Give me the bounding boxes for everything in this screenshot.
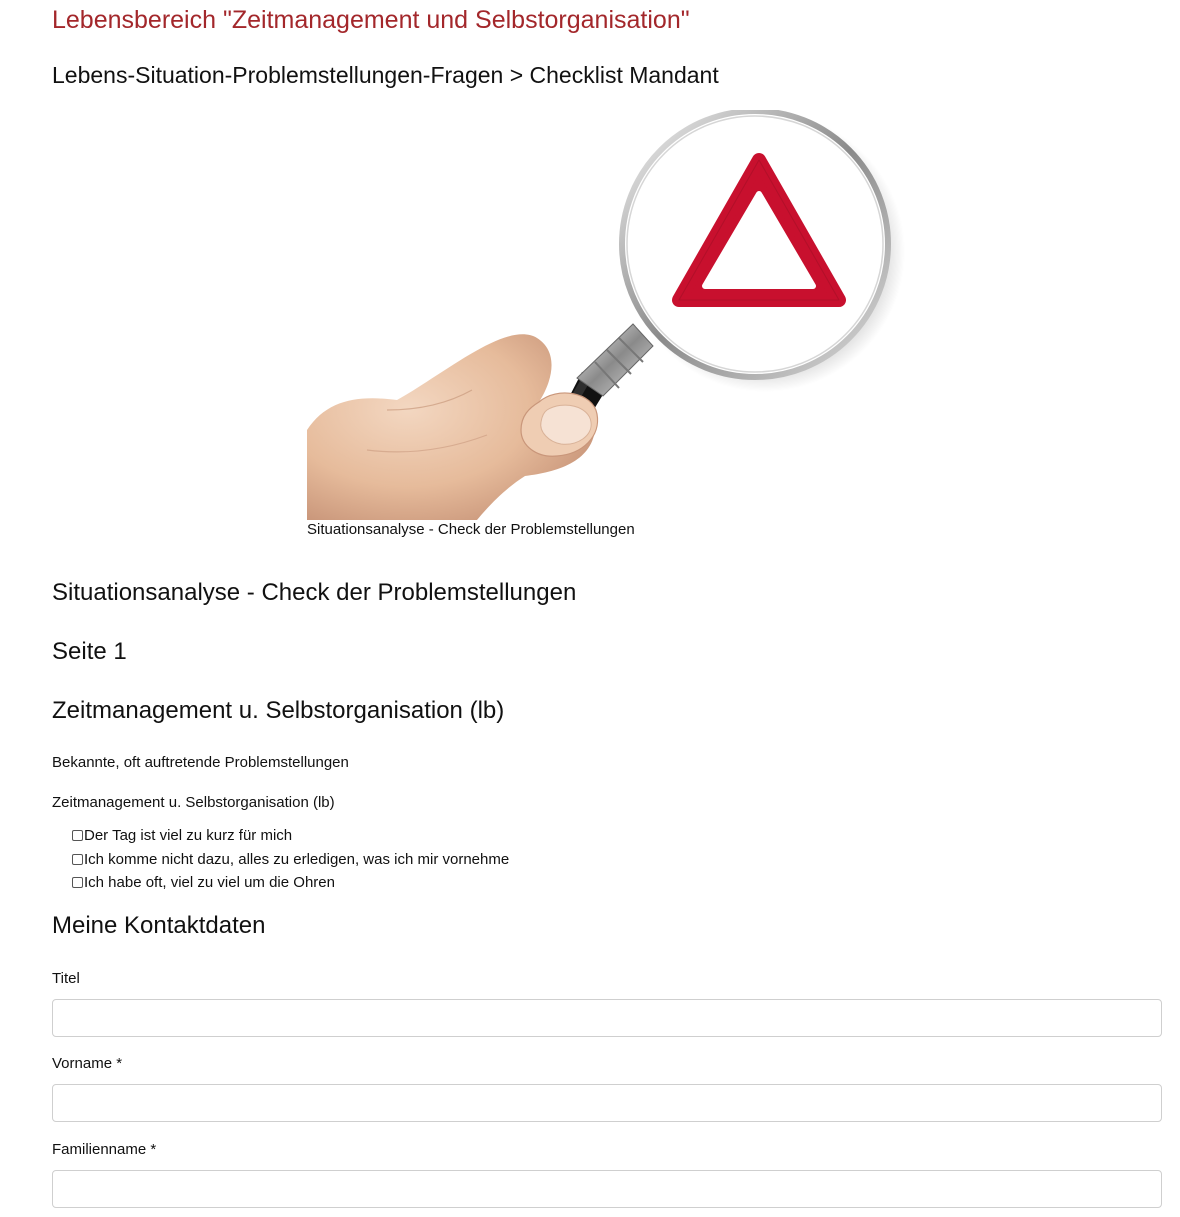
first-name-field[interactable]: [52, 1084, 1162, 1122]
checklist-item[interactable]: [72, 824, 509, 848]
title-field-label: Titel: [52, 970, 80, 987]
form-heading: Situationsanalyse - Check der Problemstellungen: [52, 579, 577, 606]
figure: [307, 110, 907, 520]
checklist-item[interactable]: [72, 871, 509, 895]
checklist-item[interactable]: [72, 848, 509, 872]
last-name-field[interactable]: [52, 1170, 1162, 1208]
checklist-group-label: Zeitmanagement u. Selbstorganisation (lb): [52, 794, 335, 811]
breadcrumb: Lebens-Situation-Problemstellungen-Fragen > Checklist Mandant: [52, 62, 719, 88]
section-title: Zeitmanagement u. Selbstorganisation (lb): [52, 697, 505, 724]
problem-checklist: [72, 824, 509, 895]
checkbox[interactable]: [72, 877, 83, 888]
checklist-item-label[interactable]: Der Tag ist viel zu kurz für mich: [84, 827, 293, 845]
first-name-field-label: Vorname *: [52, 1055, 123, 1072]
checklist-item-label[interactable]: Ich habe oft, viel zu viel um die Ohren: [84, 874, 335, 892]
checklist-item-label[interactable]: Ich komme nicht dazu, alles zu erledigen, was ich mir vornehme: [84, 850, 510, 868]
intro-text: Bekannte, oft auftretende Problemstellungen: [52, 754, 349, 771]
magnifier-warning-triangle-icon: [307, 110, 907, 520]
page-label: Seite 1: [52, 638, 127, 665]
checkbox[interactable]: [72, 830, 83, 841]
title-field[interactable]: [52, 999, 1162, 1037]
page-title: Lebensbereich "Zeitmanagement und Selbstorganisation": [52, 6, 690, 34]
contact-heading: Meine Kontaktdaten: [52, 912, 266, 939]
checkbox[interactable]: [72, 854, 83, 865]
figure-caption: Situationsanalyse - Check der Problemstellungen: [307, 521, 635, 538]
last-name-field-label: Familienname *: [52, 1141, 157, 1158]
